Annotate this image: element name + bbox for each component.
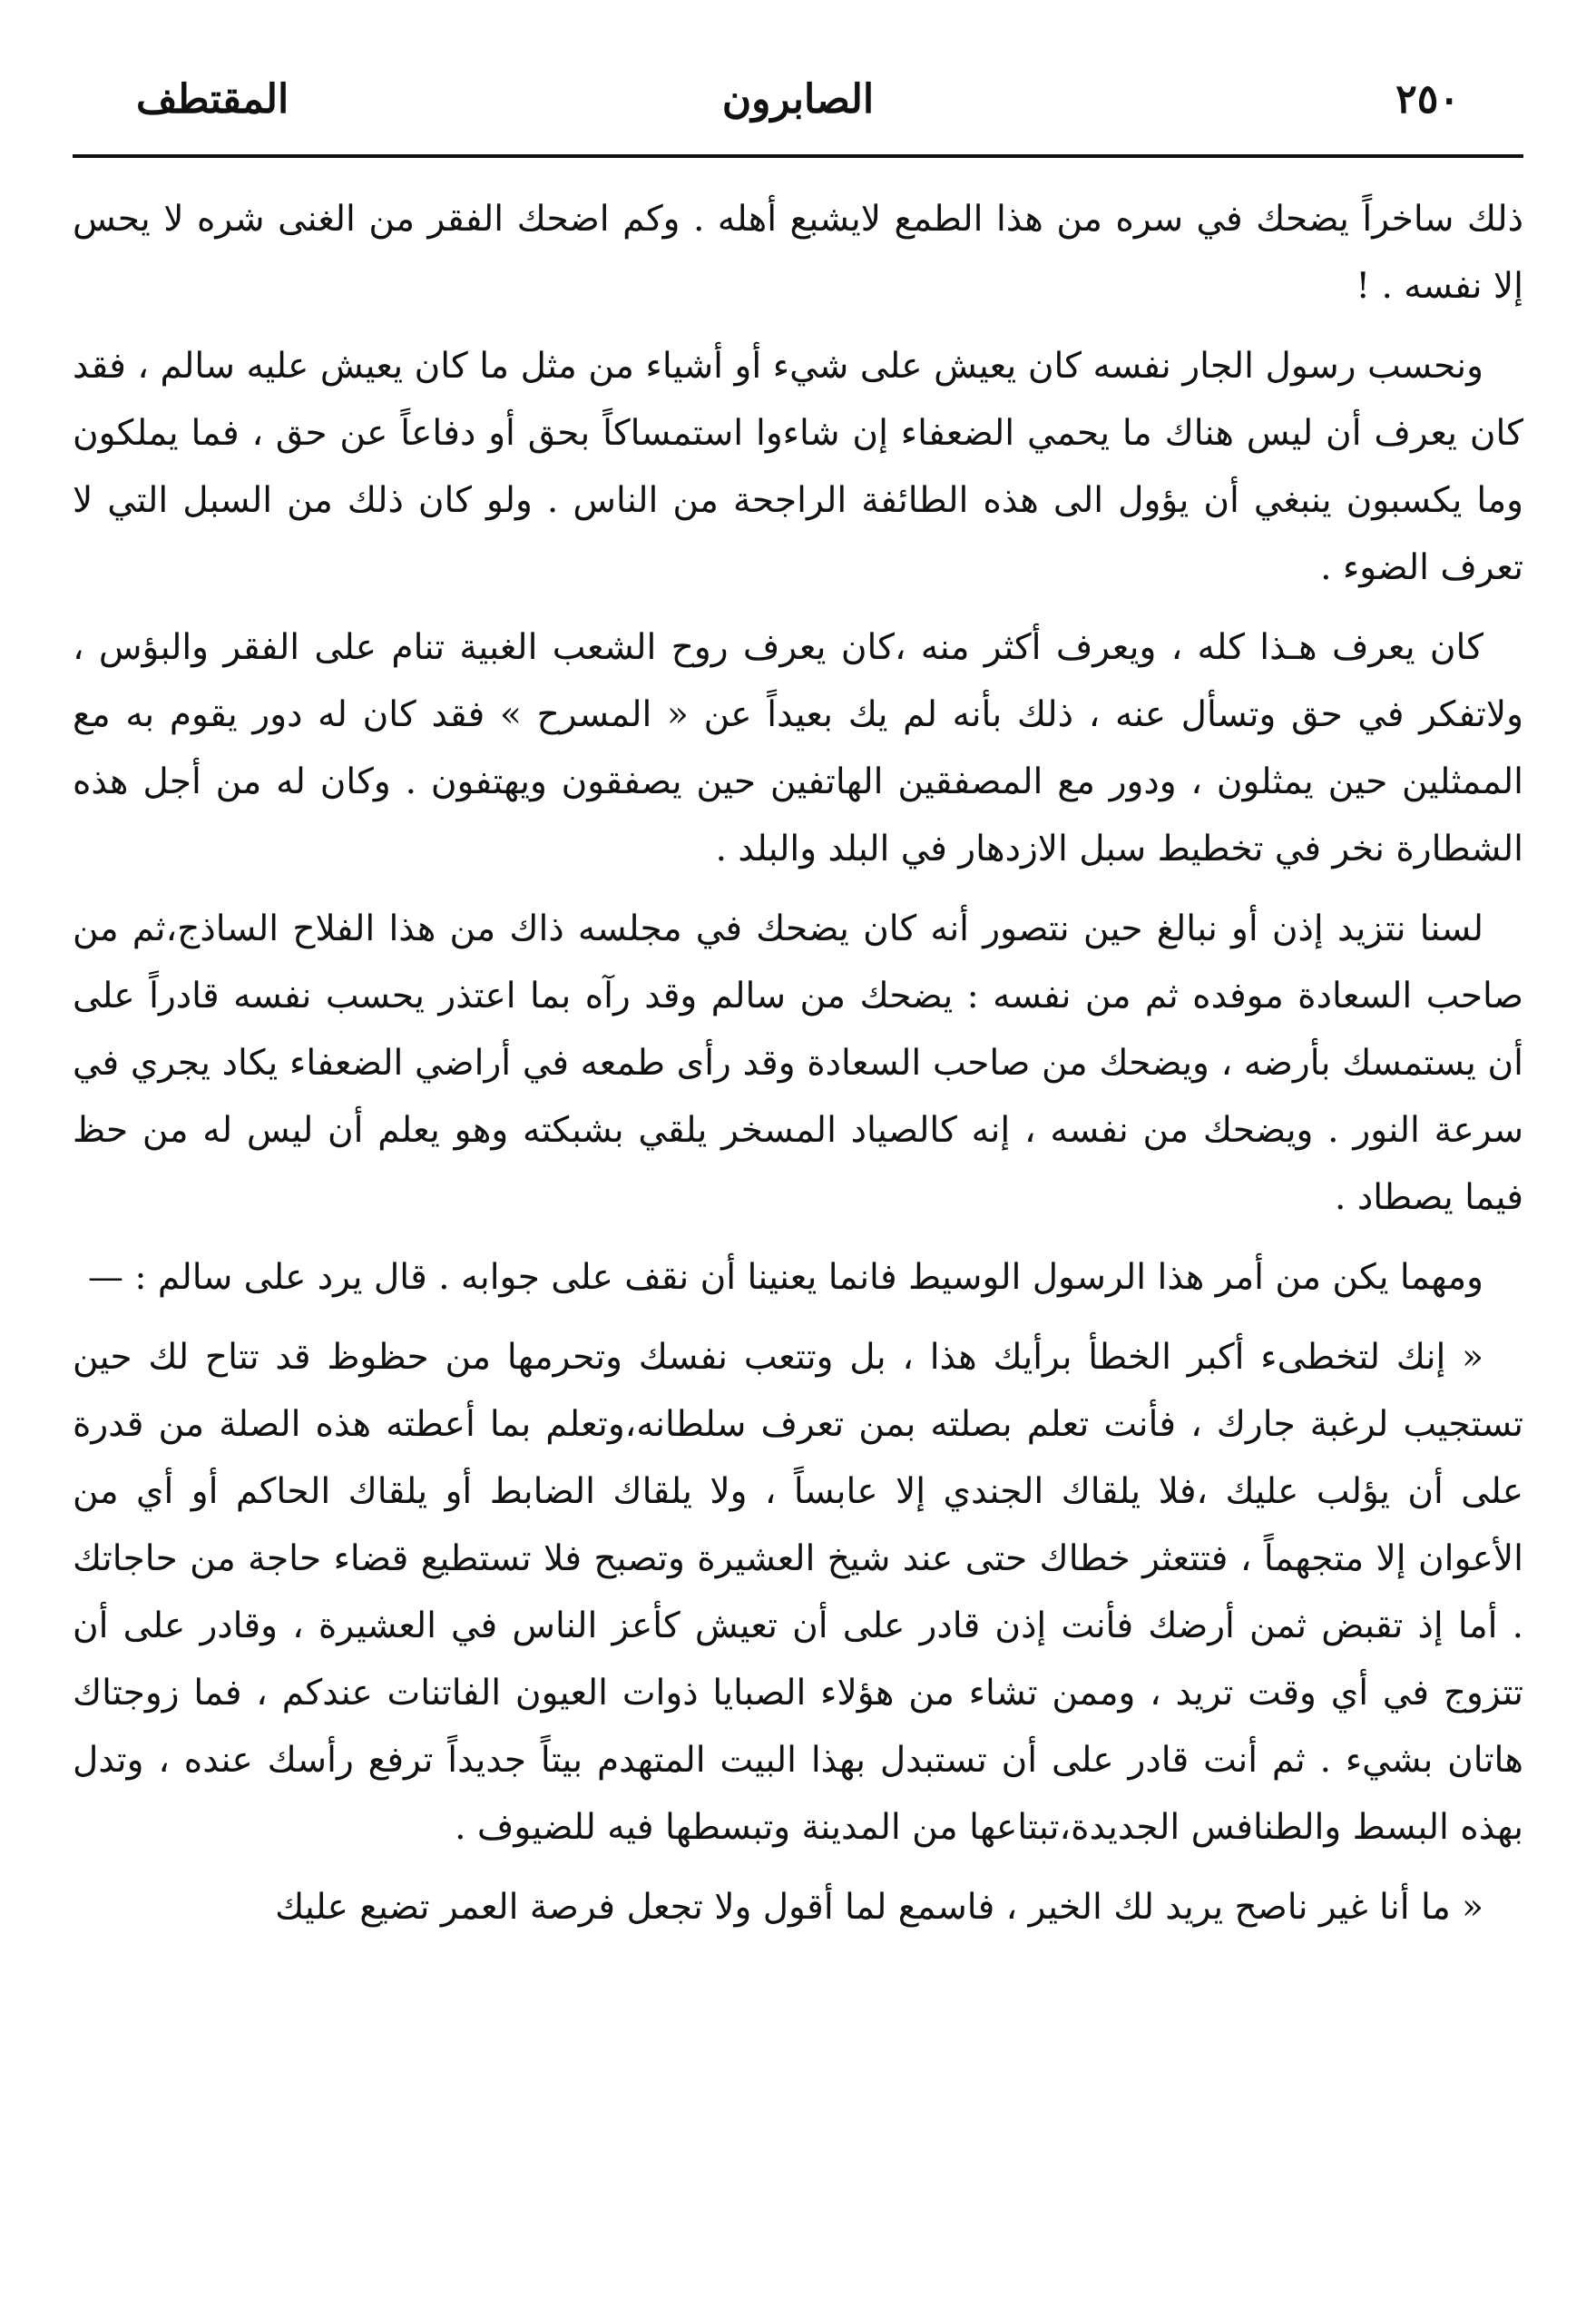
paragraph: كان يعرف هـذا كله ، ويعرف أكثر منه ،كان يعرف روح الشعب الغبية تنام على الفقر والبؤس ، ولاتفكر في حق وتسأل عنه ، ذلك بأنه لم يك بعيداً عن « المسرح » فقد كان له دور يقوم به مع الممثلين حين يمثلون ، ودور مع المصفقين الهاتفين حين يصفقون ويهتفون . وكان له من أجل هذه الشطارة نخر في تخطيط سبل الازدهار في البلد والبلد . bbox=[73, 627, 1523, 869]
journal-name: المقتطف bbox=[136, 76, 289, 123]
article-title: الصابرون bbox=[721, 76, 875, 123]
page-number: ٢٥٠ bbox=[1395, 76, 1460, 123]
paragraph: « إنك لتخطىء أكبر الخطأ برأيك هذا ، بل وتتعب نفسك وتحرمها من حظوظ قد تتاح لك حين تستجيب لرغبة جارك ، فأنت تعلم بصلته بمن تعرف سلطانه،وتعلم بما أعطته هذه الصلة من قدرة على أن يؤلب عليك ،فلا يلقاك الجندي إلا عابساً ، ولا يلقاك الضابط أو يلقاك الحاكم أو أي من الأعوان إلا متجهماً ، فتتعثر خطاك حتى عند شيخ العشيرة وتصبح فلا تستطيع قضاء حاجة من حاجاتك . أما إذ تقبض ثمن أرضك فأنت إذن قادر على أن تعيش كأعز الناس في العشيرة ، وقادر على أن تتزوج في أي وقت تريد ، وممن تشاء من هؤلاء الصبايا ذوات العيون الفاتنات عندكم ، فما زوجتاك هاتان بشيء . ثم أنت قادر على أن تستبدل بهذا البيت المتهدم بيتاً جديداً ترفع رأسك عنده ، وتدل بهذه البسط والطنافس الجديدة،تبتاعها من المدينة وتبسطها فيه للضيوف . bbox=[73, 1337, 1523, 1848]
header-rule bbox=[73, 154, 1523, 158]
article-body bbox=[73, 186, 1523, 1954]
paragraph: ونحسب رسول الجار نفسه كان يعيش على شيء أو أشياء من مثل ما كان يعيش عليه سالم ، فقد كان يعرف أن ليس هناك ما يحمي الضعفاء إن شاءوا استمساكاً بحق أو دفاعاً عن حق ، فما يملكون وما يكسبون ينبغي أن يؤول الى هذه الطائفة الراجحة من الناس . ولو كان ذلك من السبل التي لا تعرف الضوء . bbox=[73, 346, 1523, 588]
paragraph: « ما أنا غير ناصح يريد لك الخير ، فاسمع لما أقول ولا تجعل فرصة العمر تضيع عليك bbox=[275, 1887, 1483, 1928]
paragraph: ومهما يكن من أمر هذا الرسول الوسيط فانما يعنينا أن نقف على جوابه . قال يرد على سالم : — bbox=[87, 1257, 1483, 1298]
paragraph: لسنا نتزيد إذن أو نبالغ حين نتصور أنه كان يضحك في مجلسه ذاك من هذا الفلاح الساذج،ثم من صاحب السعادة موفده ثم من نفسه : يضحك من سالم وقد رآه بما اعتذر يحسب نفسه قادراً على أن يستمسك بأرضه ، ويضحك من صاحب السعادة وقد رأى طمعه في أراضي الضعفاء يكاد يجري في سرعة النور . ويضحك من نفسه ، إنه كالصياد المسخر يلقي بشبكته وهو يعلم أن ليس له من حظ فيما يصطاد . bbox=[73, 908, 1523, 1218]
paragraph: ذلك ساخراً يضحك في سره من هذا الطمع لايشبع أهله . وكم اضحك الفقر من الغنى شره لا يحس إلا نفسه . ! bbox=[73, 199, 1523, 307]
page-header bbox=[136, 64, 1460, 136]
